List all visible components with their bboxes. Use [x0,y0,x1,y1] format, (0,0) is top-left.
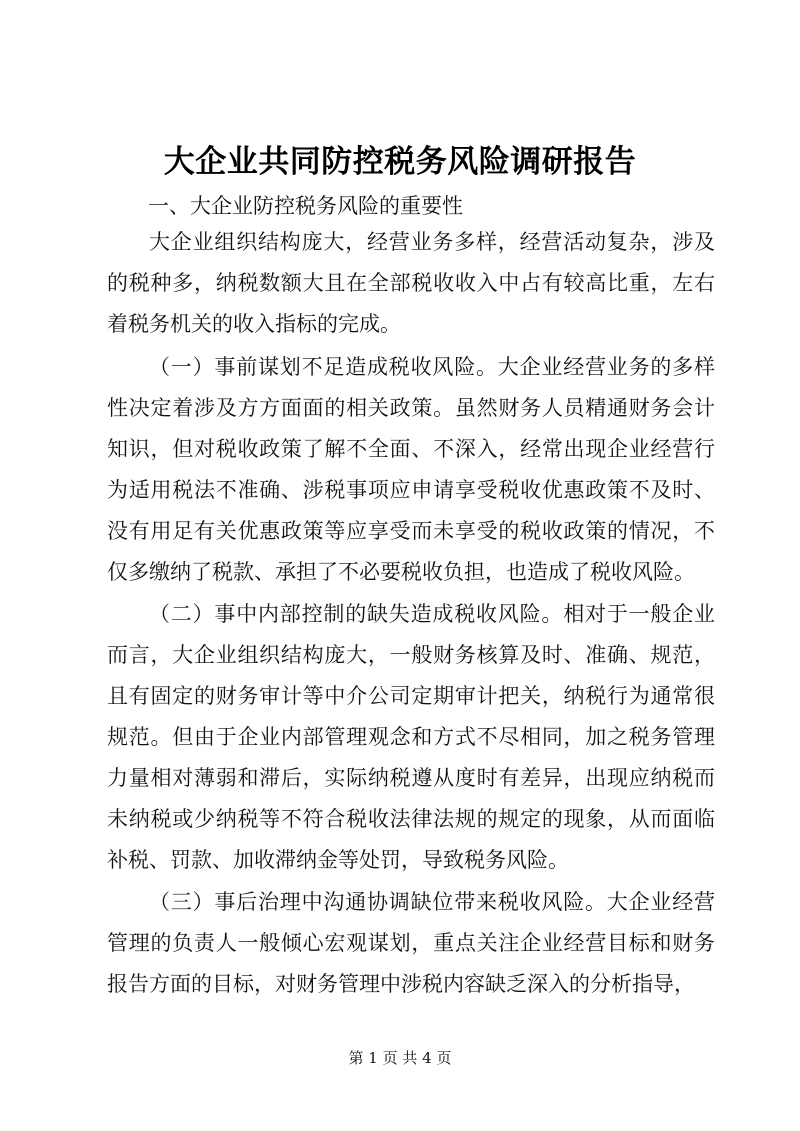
document-title: 大企业共同防控税务风险调研报告 [163,144,637,180]
paragraph-internal-control [107,594,715,881]
paragraph-pre-planning [107,347,715,593]
paragraph-text: （二）事中内部控制的缺失造成税收风险。相对于一般企业而言，大企业组织结构庞大，一般财务核算及时、准确、规范，且有固定的财务审计等中介公司定期审计把关，纳税行为通常很规范。但由于企业内部管理观念和方式不尽相同，加之税务管理力量相对薄弱和滞后，实际纳税遵从度时有差异，出现应纳税而未纳税或少纳税等不符合税收法律法规的规定的现象，从而面临补税、罚款、加收滞纳金等处罚，导致税务风险。 [107,602,715,872]
paragraph-intro [107,222,715,345]
section-heading: 一、大企业防控税务风险的重要性 [148,194,463,218]
paragraph-text: （一）事前谋划不足造成税收风险。大企业经营业务的多样性决定着涉及方方面面的相关政策。虽然财务人员精通财务会计知识，但对税收政策了解不全面、不深入，经常出现企业经营行为适用税法不准确、涉税事项应申请享受税收优惠政策不及时、没有用足有关优惠政策等应享受而未享受的税收政策的情况，不仅多缴纳了税款、承担了不必要税收负担，也造成了税收风险。 [107,355,715,584]
paragraph-text: （三）事后治理中沟通协调缺位带来税收风险。大企业经营管理的负责人一般倾心宏观谋划，重点关注企业经营目标和财务报告方面的目标，对财务管理中涉税内容缺乏深入的分析指导， [107,890,715,996]
paragraph-post-governance [107,882,715,1005]
paragraph-text: 大企业组织结构庞大，经营业务多样，经营活动复杂，涉及的税种多，纳税数额大且在全部税收收入中占有较高比重，左右着税务机关的收入指标的完成。 [107,230,715,336]
page-number-footer: 第 1 页 共 4 页 [348,1049,452,1067]
